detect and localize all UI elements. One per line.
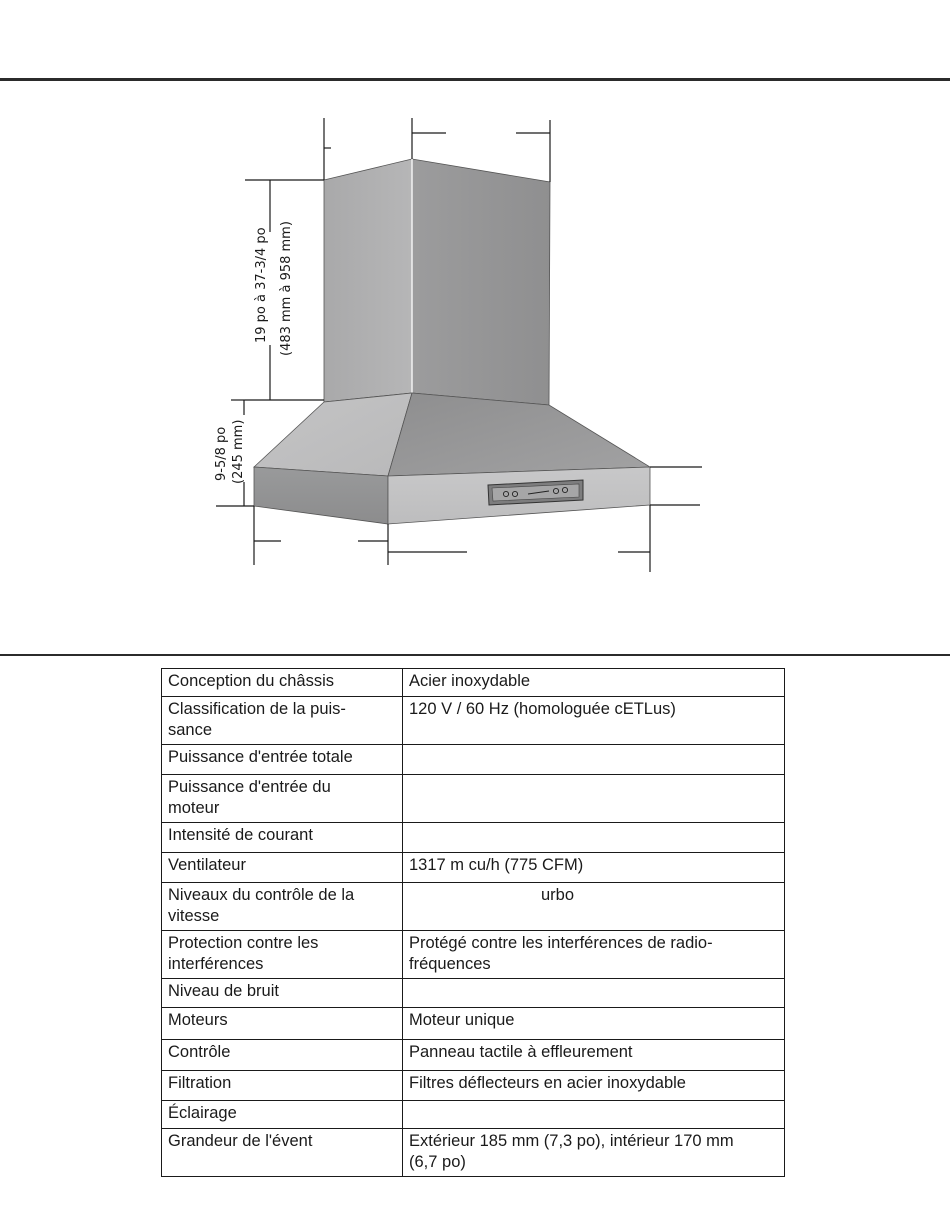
hood-height-label-metric: (245 mm) [231, 419, 246, 484]
spec-value: Filtres déflecteurs en acier inoxydable [403, 1071, 785, 1101]
chimney-height-label-metric: (483 mm à 958 mm) [279, 221, 294, 356]
spec-label: Conception du châssis [162, 669, 403, 697]
table-row [162, 1101, 785, 1129]
spec-value [403, 979, 785, 1008]
spec-label: Intensité de courant [162, 823, 403, 853]
chimney-left-face [324, 159, 412, 402]
spec-value: Protégé contre les interférences de radio- fréquences [403, 931, 785, 979]
spec-value [403, 745, 785, 775]
table-row [162, 669, 785, 697]
spec-value: 1317 m cu/h (775 CFM) [403, 853, 785, 883]
table-row [162, 1008, 785, 1040]
spec-value: Acier inoxydable [403, 669, 785, 697]
canopy-left-face [254, 393, 412, 476]
spec-value: urbo [403, 883, 785, 931]
spec-value: Moteur unique [403, 1008, 785, 1040]
spec-label: Filtration [162, 1071, 403, 1101]
table-row [162, 1071, 785, 1101]
table-row [162, 697, 785, 745]
canopy-right-face [388, 393, 650, 476]
table-row [162, 931, 785, 979]
specifications-table [161, 668, 785, 1177]
spec-value: 120 V / 60 Hz (homologuée cETLus) [403, 697, 785, 745]
table-row [162, 1129, 785, 1177]
spec-label: Contrôle [162, 1040, 403, 1071]
spec-value [403, 1101, 785, 1129]
spec-label: Ventilateur [162, 853, 403, 883]
table-row [162, 745, 785, 775]
spec-label: Éclairage [162, 1101, 403, 1129]
spec-label: Puissance d'entrée du moteur [162, 775, 403, 823]
spec-value [403, 823, 785, 853]
spec-value: Panneau tactile à effleurement [403, 1040, 785, 1071]
control-buttons-icon [488, 480, 583, 505]
section-rule [0, 654, 950, 656]
table-row [162, 775, 785, 823]
spec-value [403, 775, 785, 823]
table-row [162, 853, 785, 883]
table-row [162, 883, 785, 931]
spec-label: Protection contre les interférences [162, 931, 403, 979]
table-row [162, 979, 785, 1008]
table-row [162, 1040, 785, 1071]
spec-label: Puissance d'entrée totale [162, 745, 403, 775]
spec-label: Classification de la puis- sance [162, 697, 403, 745]
spec-label: Grandeur de l'évent [162, 1129, 403, 1177]
spec-value: Extérieur 185 mm (7,3 po), intérieur 170 mm (6,7 po) [403, 1129, 785, 1177]
spec-label: Moteurs [162, 1008, 403, 1040]
chimney-height-label-imperial: 19 po à 37-3/4 po [254, 227, 269, 343]
spec-label: Niveau de bruit [162, 979, 403, 1008]
hood-height-label-imperial: 9-5/8 po [214, 426, 229, 481]
chimney-right-face [412, 159, 550, 405]
table-row [162, 823, 785, 853]
spec-label: Niveaux du contrôle de la vitesse [162, 883, 403, 931]
hood-band-left [254, 467, 388, 524]
